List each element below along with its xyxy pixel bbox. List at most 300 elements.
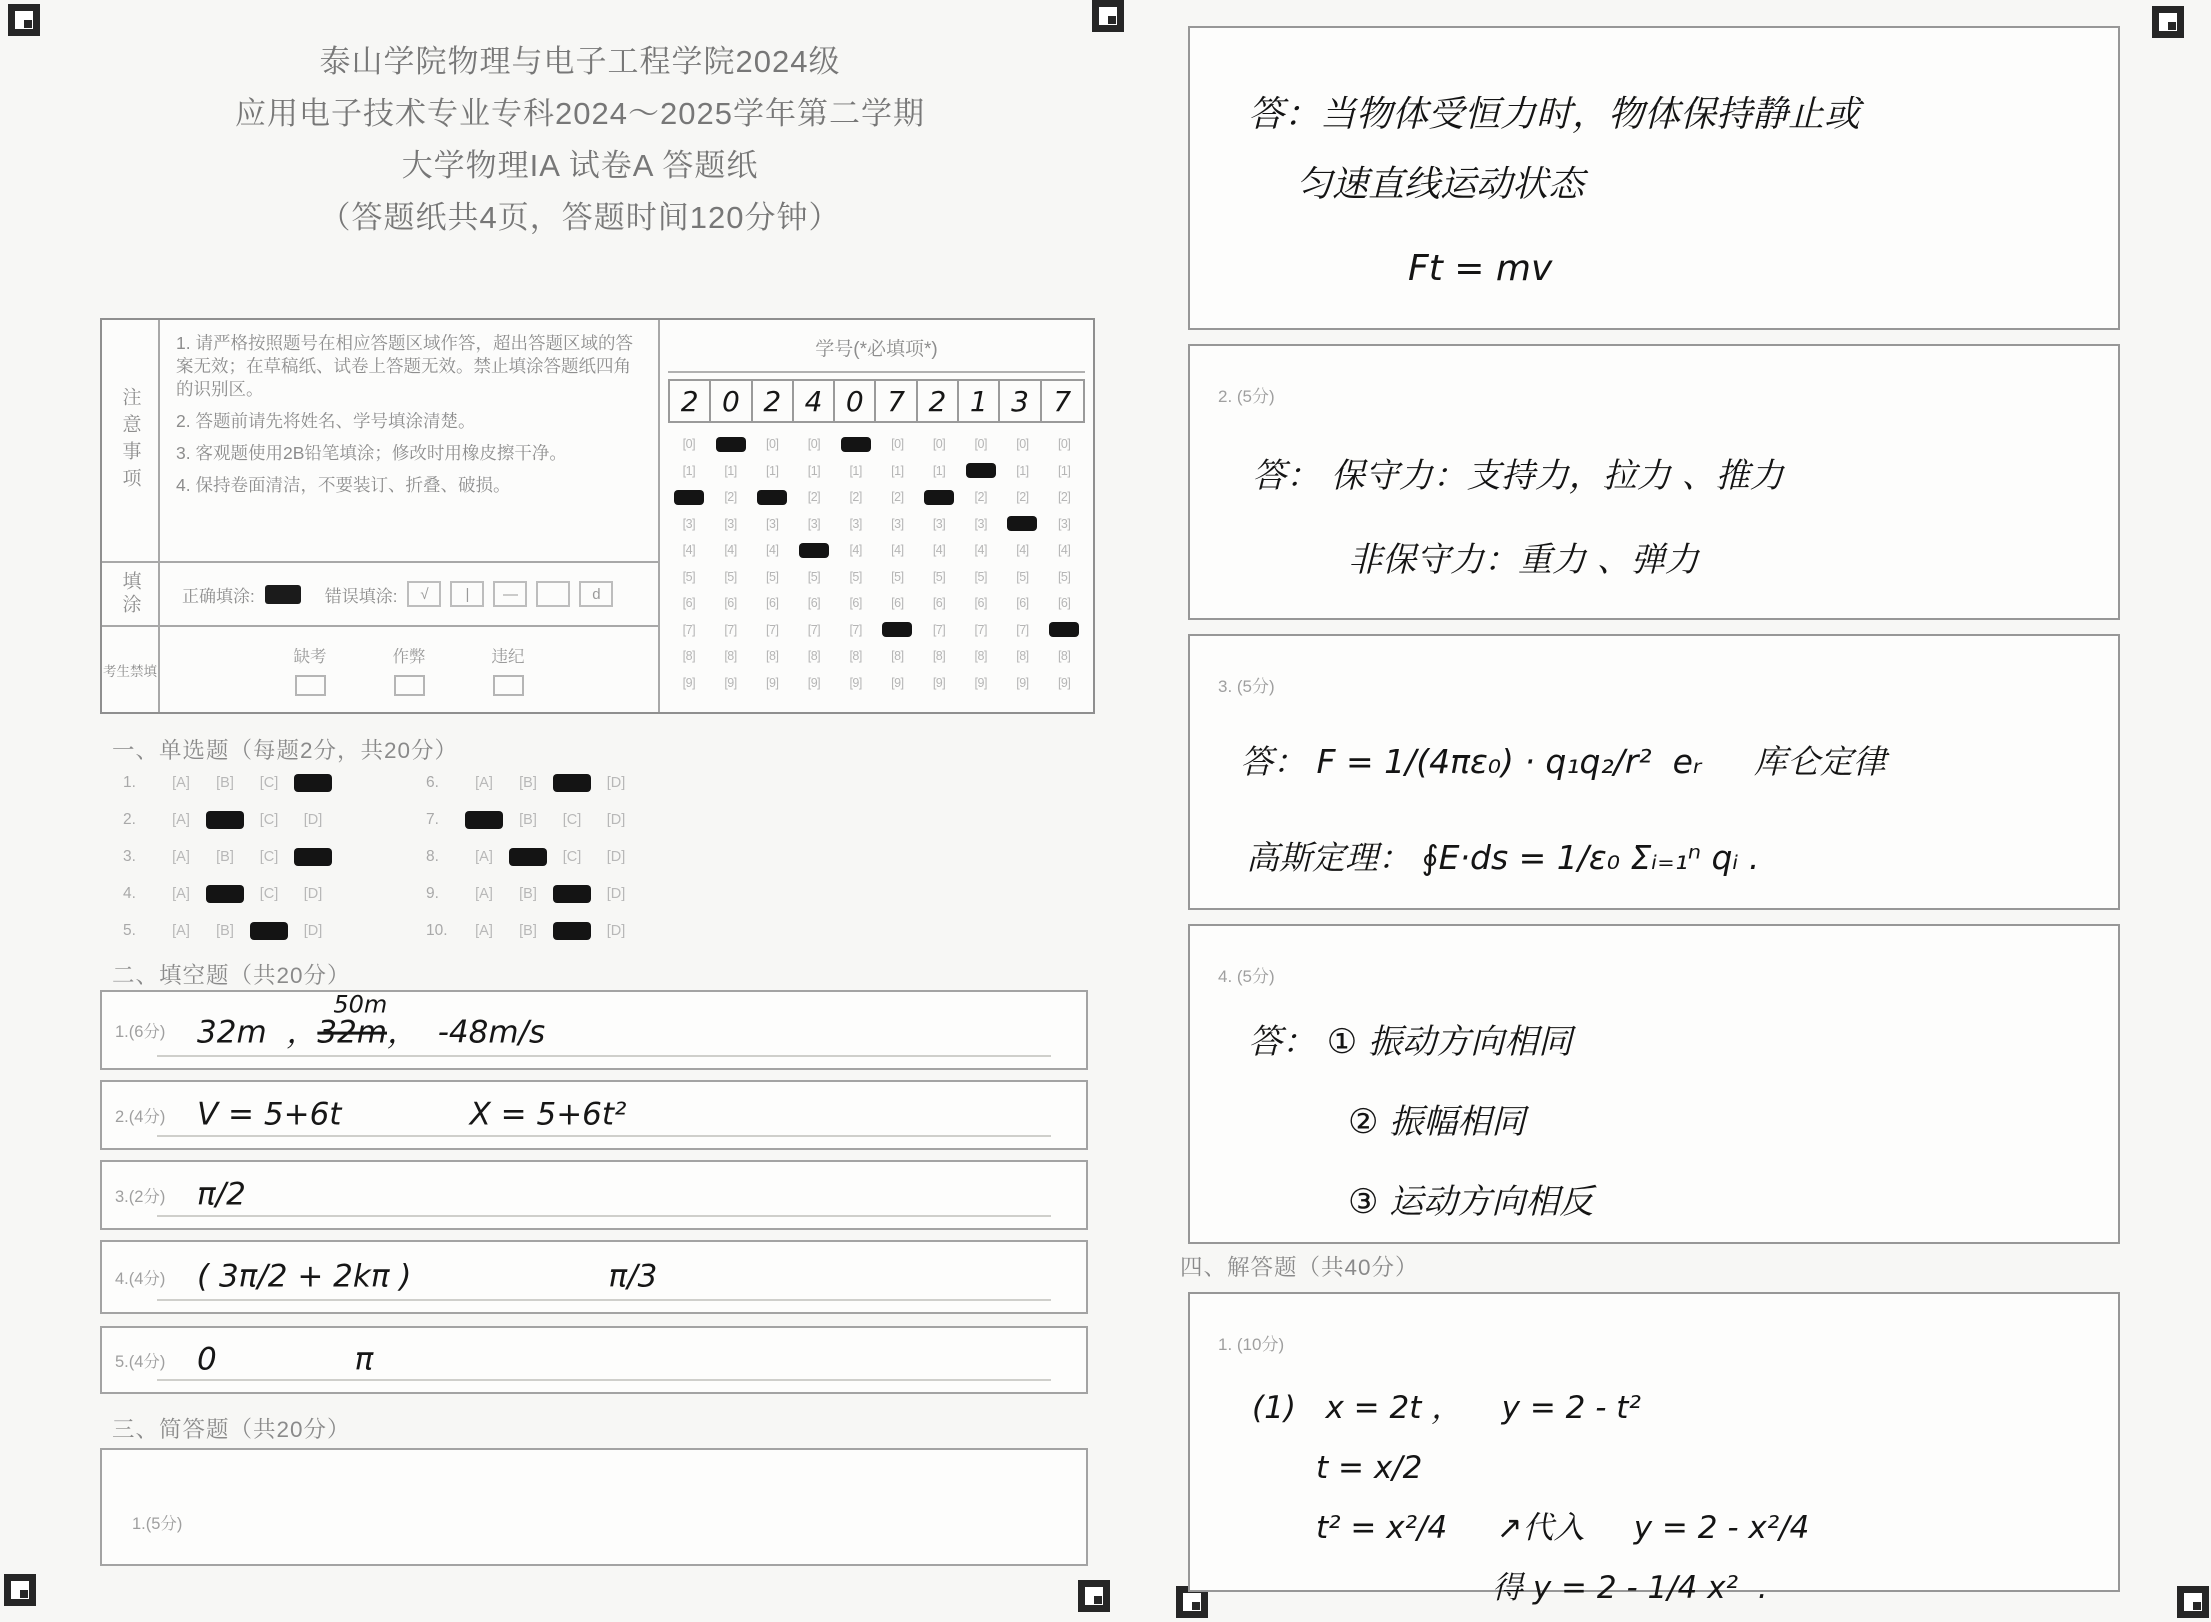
student-id-bubble[interactable]: [1] <box>807 463 821 478</box>
mcq-column-right <box>426 764 638 949</box>
mcq-option-D[interactable]: [D] <box>606 848 626 865</box>
student-id-bubble[interactable]: [3] <box>932 516 946 531</box>
marker-dot <box>2193 1602 2201 1610</box>
handwritten-line: t = x/2 <box>1316 1450 1423 1486</box>
filled-bubble <box>206 811 244 829</box>
mcq-option-A[interactable]: [A] <box>172 922 190 939</box>
student-id-bubble[interactable]: [4] <box>766 543 779 558</box>
student-id-bubble[interactable]: [9] <box>1057 675 1071 690</box>
blank-5-answer: 0 π <box>197 1341 374 1378</box>
student-id-bubble[interactable]: [2] <box>807 490 821 505</box>
student-id-bubble[interactable]: [5] <box>849 569 862 584</box>
student-id-bubble[interactable]: [5] <box>766 569 779 584</box>
blank-1-answer <box>197 990 546 1052</box>
student-id-bubble[interactable]: [5] <box>807 569 821 584</box>
handwritten-answer <box>1252 1378 2118 1618</box>
student-id-bubble[interactable]: [0] <box>891 437 904 452</box>
handwritten-answer <box>1240 714 2118 906</box>
exam-title <box>140 36 1020 244</box>
student-id-bubble[interactable]: [0] <box>932 437 946 452</box>
mcq-option-A[interactable]: [A] <box>475 774 493 791</box>
student-id-digit: 1 <box>959 381 1000 421</box>
filled-bubble <box>553 774 591 792</box>
student-id-bubble[interactable]: [8] <box>682 649 696 664</box>
student-id-digit: 2 <box>753 381 794 421</box>
mcq-option-C[interactable]: [C] <box>259 848 279 865</box>
student-id-bubble[interactable] <box>960 458 1002 485</box>
marker-dot <box>1094 1596 1102 1604</box>
short-answer-3-label: 3. (5分) <box>1218 677 1275 696</box>
header-info-table <box>100 318 1095 714</box>
registration-marker <box>8 4 40 36</box>
fill-guide-side-label: 填涂 <box>102 563 160 627</box>
filled-bubble <box>509 848 547 866</box>
forbid-checkbox[interactable] <box>295 675 326 696</box>
mcq-option-D[interactable] <box>291 774 335 792</box>
student-id-bubble[interactable]: [0] <box>807 437 821 452</box>
blank-3-answer: π/2 <box>197 1176 246 1213</box>
blank-5 <box>100 1326 1088 1394</box>
student-id-bubble[interactable]: [0] <box>766 437 779 452</box>
filled-bubble <box>966 463 996 478</box>
marker-dot <box>24 20 32 28</box>
question-number: 6. <box>426 773 439 791</box>
student-id-digit: 0 <box>835 381 876 421</box>
mcq-option-B[interactable]: [B] <box>519 774 537 791</box>
student-id-bubble[interactable]: [1] <box>891 463 904 478</box>
filled-bubble <box>716 437 746 452</box>
mcq-option-B[interactable] <box>506 848 550 866</box>
student-id-digit: 2 <box>918 381 959 421</box>
mcq-option-A[interactable]: [A] <box>475 885 493 902</box>
answer-line <box>157 1379 1051 1381</box>
handwritten-line: (1) x = 2t ， y = 2 - t² <box>1252 1390 1641 1426</box>
student-id-bubble[interactable]: [1] <box>766 463 779 478</box>
student-id-grid <box>668 431 1085 696</box>
handwritten-line: 高斯定理： ∮E·ds = 1/ε₀ Σᵢ₌₁ⁿ qᵢ . <box>1246 838 1760 877</box>
handwritten-answer <box>1248 80 2118 304</box>
exam-title-line: 应用电子技术专业专科2024～2025学年第二学期 <box>235 96 925 131</box>
mcq-row <box>426 801 638 838</box>
forbid-option-label: 作弊 <box>392 648 426 666</box>
student-id-bubble[interactable]: [9] <box>807 675 821 690</box>
student-id-bubble[interactable]: [7] <box>766 622 779 637</box>
short-answer-1-label: 1.(5分) <box>132 1515 183 1533</box>
student-id-bubble[interactable]: [8] <box>766 649 779 664</box>
blank-1-label: 1.(6分) <box>115 1023 166 1041</box>
mcq-option-A[interactable] <box>462 811 506 829</box>
wrong-fill-example-box: — <box>493 581 527 607</box>
handwritten-line: 答： ① 振动方向相同 <box>1248 1022 1573 1062</box>
handwritten-answer <box>1252 434 2118 602</box>
short-answer-2-label: 2. (5分) <box>1218 387 1275 406</box>
question-number: 10. <box>426 921 448 939</box>
mcq-option-D[interactable]: [D] <box>303 922 323 939</box>
handwritten-line: 答： F = 1/(4πε₀) · q₁q₂/r² eᵣ 库仑定律 <box>1240 742 1886 781</box>
student-id-bubble[interactable]: [8] <box>1057 649 1071 664</box>
student-id-bubble[interactable]: [8] <box>974 649 987 664</box>
blank-1-crossed-text: 32m <box>317 1014 388 1051</box>
student-id-bubble[interactable]: [5] <box>682 569 696 584</box>
student-id-bubble[interactable]: [4] <box>849 543 862 558</box>
handwritten-line: ③ 运动方向相反 <box>1348 1182 1594 1222</box>
student-id-bubble[interactable]: [1] <box>849 463 862 478</box>
student-id-bubble[interactable]: [9] <box>1016 675 1029 690</box>
student-id-bubble[interactable]: [6] <box>807 596 821 611</box>
student-id-bubble[interactable]: [6] <box>724 596 737 611</box>
student-id-bubble[interactable]: [1] <box>1057 463 1071 478</box>
filled-bubble <box>799 543 829 558</box>
mcq-option-A[interactable]: [A] <box>172 811 190 828</box>
section4-heading: 四、解答题（共40分） <box>1180 1255 1419 1280</box>
student-id-bubble[interactable]: [2] <box>849 490 862 505</box>
student-id-bubble[interactable]: [5] <box>1057 569 1071 584</box>
forbid-option-label: 违纪 <box>491 648 525 666</box>
notice-item: 4. 保持卷面清洁，不要装订、折叠、破损。 <box>176 475 511 496</box>
mcq-option-D[interactable]: [D] <box>606 774 626 791</box>
mcq-option-D[interactable]: [D] <box>303 885 323 902</box>
mcq-option-B[interactable]: [B] <box>216 774 234 791</box>
student-id-digit: 4 <box>794 381 835 421</box>
mcq-row <box>426 912 638 949</box>
filled-bubble <box>1049 622 1079 637</box>
wrong-fill-examples <box>407 581 613 607</box>
answer-line <box>157 1299 1051 1301</box>
mcq-row <box>123 838 335 875</box>
student-id-digit: 7 <box>876 381 917 421</box>
filled-bubble <box>553 885 591 903</box>
mcq-row <box>123 764 335 801</box>
blank-1-part-a: 32m ， <box>197 1014 318 1051</box>
short-answer-1-box <box>100 1448 1088 1566</box>
registration-marker <box>4 1574 36 1606</box>
student-id-bubble[interactable] <box>751 484 793 511</box>
forbid-option <box>393 643 426 696</box>
handwritten-line: 非保守力：重力 、弹力 <box>1348 540 1699 580</box>
question-number: 4. <box>123 884 136 902</box>
student-id-bubble[interactable]: [4] <box>724 543 737 558</box>
student-id-bubble[interactable]: [3] <box>891 516 904 531</box>
forbid-option <box>492 643 525 696</box>
registration-marker <box>1092 0 1124 32</box>
wrong-fill-label: 错误填涂: <box>324 586 398 606</box>
question-number: 1. <box>123 773 136 791</box>
student-id-bubble[interactable]: [8] <box>807 649 821 664</box>
registration-marker <box>2177 1586 2209 1618</box>
filled-bubble <box>882 622 912 637</box>
handwritten-line: 答：当物体受恒力时，物体保持静止或 <box>1248 94 1861 135</box>
correct-fill-example <box>265 585 301 604</box>
wrong-fill-example-box: d <box>579 581 613 607</box>
exam-title-line: （答题纸共4页，答题时间120分钟） <box>319 200 841 235</box>
mcq-row <box>123 912 335 949</box>
question-number: 3. <box>123 847 136 865</box>
blank-2-answer: V = 5+6t X = 5+6t² <box>197 1096 627 1133</box>
blank-2 <box>100 1080 1088 1150</box>
student-id-bubble[interactable]: [7] <box>849 622 862 637</box>
question-number: 9. <box>426 884 439 902</box>
forbid-side-label: 考生禁填 <box>102 627 160 712</box>
student-id-bubble[interactable]: [5] <box>724 569 737 584</box>
student-id-bubble[interactable]: [6] <box>766 596 779 611</box>
handwritten-line: 答： 保守力：支持力，拉力 、推力 <box>1252 456 1784 496</box>
student-id-bubble[interactable]: [5] <box>974 569 987 584</box>
question-number: 2. <box>123 810 136 828</box>
blank-2-label: 2.(4分) <box>115 1108 166 1126</box>
short-answer-3-box <box>1188 634 2120 910</box>
student-id-bubble[interactable]: [6] <box>849 596 862 611</box>
mcq-option-C[interactable] <box>550 774 594 792</box>
mcq-option-B[interactable]: [B] <box>519 922 537 939</box>
student-id-bubble[interactable] <box>793 537 835 564</box>
student-id-bubble[interactable] <box>668 484 710 511</box>
student-id-digit: 3 <box>1000 381 1041 421</box>
student-id-bubble[interactable]: [3] <box>807 516 821 531</box>
student-id-bubble[interactable]: [7] <box>682 622 696 637</box>
handwritten-line: ② 振幅相同 <box>1348 1102 1526 1142</box>
question-number: 8. <box>426 847 439 865</box>
student-id-bubble[interactable]: [2] <box>1057 490 1071 505</box>
mcq-row <box>426 875 638 912</box>
student-id-bubble[interactable]: [6] <box>1016 596 1029 611</box>
mcq-option-A[interactable]: [A] <box>172 848 190 865</box>
student-id-bubble[interactable]: [3] <box>974 516 987 531</box>
student-id-bubble[interactable]: [8] <box>724 649 737 664</box>
mcq-option-D[interactable]: [D] <box>606 885 626 902</box>
filled-bubble <box>250 922 288 940</box>
student-id-bubble[interactable]: [3] <box>682 516 696 531</box>
mcq-option-B[interactable]: [B] <box>216 848 234 865</box>
student-id-bubble[interactable]: [3] <box>1057 516 1071 531</box>
marker-dot <box>1108 16 1116 24</box>
forbid-option-label: 缺考 <box>293 648 327 666</box>
handwritten-answer <box>1248 1002 2118 1242</box>
mcq-option-C[interactable]: [C] <box>562 811 582 828</box>
student-id-bubble[interactable]: [5] <box>932 569 946 584</box>
mcq-option-C[interactable] <box>550 885 594 903</box>
forbid-option <box>294 643 327 696</box>
mcq-row <box>123 801 335 838</box>
student-id-bubble[interactable]: [6] <box>891 596 904 611</box>
wrong-fill-example-box <box>536 581 570 607</box>
handwritten-line: 匀速直线运动状态 <box>1296 164 1585 205</box>
filled-bubble <box>294 774 332 792</box>
student-id-digit: 0 <box>711 381 752 421</box>
notice-list <box>160 320 660 563</box>
student-id-bubble[interactable]: [7] <box>724 622 737 637</box>
student-id-header: 学号(*必填项*) <box>668 326 1085 373</box>
student-id-bubble[interactable] <box>877 617 919 644</box>
correct-fill-label: 正确填涂: <box>182 586 255 606</box>
student-id-bubble[interactable]: [6] <box>682 596 696 611</box>
exam-title-line: 大学物理IA 试卷A 答题纸 <box>401 148 759 183</box>
mcq-option-B[interactable] <box>203 811 247 829</box>
mcq-option-C[interactable] <box>550 922 594 940</box>
student-id-bubble[interactable]: [9] <box>849 675 862 690</box>
wrong-fill-example-box: | <box>450 581 484 607</box>
handwritten-line: t² = x²/4 ↗代入 y = 2 - x²/4 <box>1316 1510 1810 1546</box>
student-id-bubble[interactable]: [7] <box>974 622 987 637</box>
marker-dot <box>2168 22 2176 30</box>
notice-side-label: 注意事项 <box>102 320 160 563</box>
mcq-option-A[interactable]: [A] <box>172 774 190 791</box>
student-id-bubble[interactable]: [0] <box>1057 437 1071 452</box>
question-number: 7. <box>426 810 439 828</box>
student-id-bubble[interactable]: [3] <box>849 516 862 531</box>
filled-bubble <box>924 490 954 505</box>
student-id-bubble[interactable]: [1] <box>932 463 946 478</box>
student-id-bubble[interactable]: [2] <box>724 490 737 505</box>
student-id-bubble[interactable]: [9] <box>974 675 987 690</box>
blank-1 <box>100 990 1088 1070</box>
filled-bubble <box>206 885 244 903</box>
student-id-bubble[interactable]: [3] <box>724 516 737 531</box>
marker-dot <box>1192 1602 1200 1610</box>
filled-bubble <box>1007 516 1037 531</box>
mcq-option-C[interactable]: [C] <box>259 885 279 902</box>
section2-heading: 二、填空题（共20分） <box>112 963 351 988</box>
question-number: 5. <box>123 921 136 939</box>
mcq-option-B[interactable]: [B] <box>519 885 537 902</box>
student-id-bubble[interactable]: [9] <box>766 675 779 690</box>
student-id-digit: 2 <box>670 381 711 421</box>
blank-1-correction <box>317 990 388 1051</box>
short-answer-1-continuation-box <box>1188 26 2120 330</box>
student-id-bubble[interactable]: [8] <box>1016 649 1029 664</box>
student-id-bubble[interactable]: [8] <box>932 649 946 664</box>
mcq-option-D[interactable] <box>291 848 335 866</box>
section3-heading: 三、简答题（共20分） <box>112 1417 351 1442</box>
mcq-option-C[interactable]: [C] <box>259 811 279 828</box>
short-answer-2-box <box>1188 344 2120 620</box>
mcq-option-B[interactable] <box>203 885 247 903</box>
student-id-bubble[interactable] <box>1043 617 1085 644</box>
student-id-bubble[interactable]: [0] <box>974 437 987 452</box>
short-answer-4-label: 4. (5分) <box>1218 967 1275 986</box>
student-id-bubble[interactable]: [5] <box>891 569 904 584</box>
short-answer-4-box <box>1188 924 2120 1244</box>
wrong-fill-example-box: √ <box>407 581 441 607</box>
student-id-bubble[interactable]: [4] <box>974 543 987 558</box>
solution-1-box <box>1188 1292 2120 1606</box>
section1-heading: 一、单选题（每题2分，共20分） <box>112 738 459 763</box>
handwritten-line: 得 y = 2 - 1/4 x² . <box>1492 1570 1768 1606</box>
student-id-bubble[interactable]: [9] <box>932 675 946 690</box>
filled-bubble <box>674 490 704 505</box>
notice-item: 2. 答题前请先将姓名、学号填涂清楚。 <box>176 411 476 432</box>
student-id-bubble[interactable]: [8] <box>891 649 904 664</box>
student-id-bubble[interactable] <box>1002 511 1044 538</box>
student-id-bubble[interactable]: [7] <box>932 622 946 637</box>
student-id-bubble[interactable]: [9] <box>682 675 696 690</box>
student-id-digits <box>668 379 1085 423</box>
blank-1-inserted-text: 50m <box>333 990 388 1019</box>
student-id-bubble[interactable]: [0] <box>682 437 696 452</box>
student-id-bubble[interactable] <box>835 431 877 458</box>
answer-line <box>157 1135 1051 1137</box>
student-id-bubble[interactable]: [1] <box>682 463 696 478</box>
mcq-option-C[interactable]: [C] <box>259 774 279 791</box>
filled-bubble <box>553 922 591 940</box>
filled-bubble <box>465 811 503 829</box>
mcq-option-A[interactable]: [A] <box>475 922 493 939</box>
student-id-bubble[interactable]: [7] <box>1016 622 1029 637</box>
student-id-bubble[interactable]: [2] <box>1016 490 1029 505</box>
student-id-bubble[interactable] <box>918 484 960 511</box>
blank-3-label: 3.(2分) <box>115 1188 166 1206</box>
marker-dot <box>20 1590 28 1598</box>
fill-guide-row <box>160 563 660 627</box>
mcq-option-B[interactable]: [B] <box>519 811 537 828</box>
student-id-digit: 7 <box>1053 384 1072 418</box>
answer-line <box>157 1215 1051 1217</box>
student-id-bubble[interactable]: [9] <box>724 675 737 690</box>
student-id-bubble[interactable]: [4] <box>1057 543 1071 558</box>
student-id-bubble[interactable]: [5] <box>1016 569 1029 584</box>
student-id-bubble[interactable] <box>710 431 752 458</box>
student-id-bubble[interactable]: [6] <box>1057 596 1071 611</box>
blank-4 <box>100 1240 1088 1314</box>
forbid-checkbox[interactable] <box>493 675 524 696</box>
mcq-option-C[interactable] <box>247 922 291 940</box>
student-id-section <box>660 320 1093 712</box>
handwritten-line: Ft = mv <box>1408 248 1553 289</box>
student-id-bubble[interactable]: [4] <box>891 543 904 558</box>
exam-title-line: 泰山学院物理与电子工程学院2024级 <box>319 44 841 79</box>
student-id-bubble[interactable]: [1] <box>1016 463 1029 478</box>
blank-3 <box>100 1160 1088 1230</box>
mcq-option-C[interactable]: [C] <box>562 848 582 865</box>
student-id-bubble[interactable]: [6] <box>932 596 946 611</box>
blank-5-label: 5.(4分) <box>115 1353 166 1371</box>
mcq-option-D[interactable]: [D] <box>606 922 626 939</box>
student-id-bubble[interactable]: [3] <box>766 516 779 531</box>
student-id-bubble[interactable]: [8] <box>849 649 862 664</box>
registration-marker <box>2152 6 2184 38</box>
mcq-option-A[interactable]: [A] <box>475 848 493 865</box>
mcq-row <box>426 838 638 875</box>
blank-1-part-b: ， -48m/s <box>387 1014 546 1051</box>
answer-line <box>157 1055 1051 1057</box>
student-id-bubble[interactable]: [4] <box>1016 543 1029 558</box>
mcq-row <box>426 764 638 801</box>
mcq-option-B[interactable]: [B] <box>216 922 234 939</box>
mcq-option-D[interactable]: [D] <box>606 811 626 828</box>
student-id-bubble[interactable]: [4] <box>932 543 946 558</box>
student-id-bubble[interactable]: [4] <box>682 543 696 558</box>
student-id-bubble[interactable]: [7] <box>807 622 821 637</box>
mcq-row <box>123 875 335 912</box>
mcq-column-left <box>123 764 335 949</box>
student-id-bubble[interactable]: [2] <box>891 490 904 505</box>
blank-4-label: 4.(4分) <box>115 1270 166 1288</box>
blank-4-answer: ( 3π/2 + 2kπ ) π/3 <box>197 1258 658 1295</box>
notice-item: 3. 客观题使用2B铅笔填涂；修改时用橡皮擦干净。 <box>176 443 567 464</box>
student-id-bubble[interactable]: [2] <box>974 490 987 505</box>
student-id-bubble[interactable]: [0] <box>1016 437 1029 452</box>
forbid-checkbox[interactable] <box>394 675 425 696</box>
solution-1-label: 1. (10分) <box>1218 1335 1285 1354</box>
student-id-bubble[interactable]: [6] <box>974 596 987 611</box>
filled-bubble <box>841 437 871 452</box>
mcq-option-D[interactable]: [D] <box>303 811 323 828</box>
mcq-option-A[interactable]: [A] <box>172 885 190 902</box>
registration-marker <box>1078 1580 1110 1612</box>
student-id-bubble[interactable]: [1] <box>724 463 737 478</box>
filled-bubble <box>294 848 332 866</box>
student-id-bubble[interactable]: [9] <box>891 675 904 690</box>
forbid-options <box>160 627 660 712</box>
